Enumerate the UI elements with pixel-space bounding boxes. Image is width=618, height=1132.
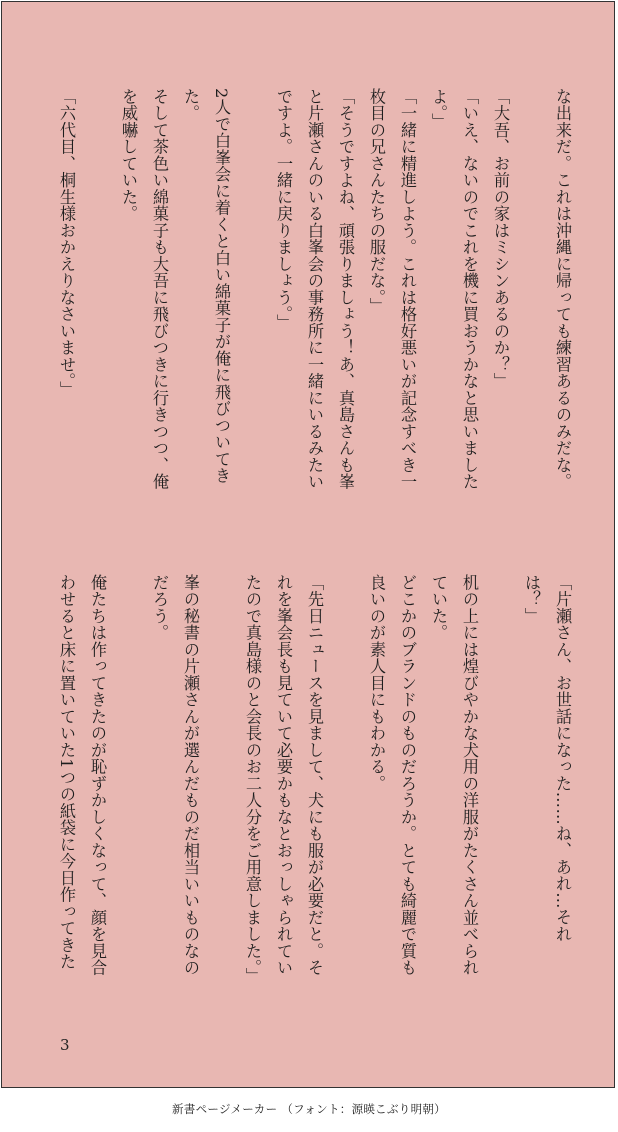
book-page xyxy=(1,1,615,1088)
footer-caption: 新書ページメーカー （フォント：源暎こぶり明朝） xyxy=(172,1102,446,1116)
text-block-top: な出来だ。これは沖縄に帰っても練習あるのみだな。 「大吾、お前の家はミシンあるのか？」 「いえ、ないのでこれを機に買おうかなと思いました よ。」 「一緒に精進しよう。これは格好悪いが記念すべき一 枚目の兄さんたちの服だな。」 「そうですよね、頑張りましょう！あ、真島さんも峯 と片瀬さんのいる白峯会の事務所に一緒にいるみたい ですよ。一緒に戻りましょう。」 2人で白峯会に着くと白い綿菓子が俺に飛びついてき た。 そして茶色い綿菓子も大吾に飛びつきに行きつつ、俺 を威嚇していた。 「六代目、桐生様おかえりなさいませ。」 xyxy=(57,88,572,490)
page-number: 3 xyxy=(60,1036,70,1054)
text-block-bottom: 「片瀬さん、お世話になった……ね、あれ…それ は？」 机の上には煌びやかな犬用の洋服がたくさん並べられ ていた。 どこかのブランドのものだろうか。とても綺麗で質も 良いのが素人目にもわかる。 「先日ニュースを見まして、犬にも服が必要だと。そ れを峯会長も見ていて必要かもなとおっしゃられてい たので真島様のと会長のお二人分をご用意しました。」 峯の秘書の片瀬さんが選んだものだ相当いいものなの だろう。 俺たちは作ってきたのが恥ずかしくなって、顔を見合 わせると床に置いていた1つの紙袋に今日作ってきた xyxy=(57,574,572,985)
